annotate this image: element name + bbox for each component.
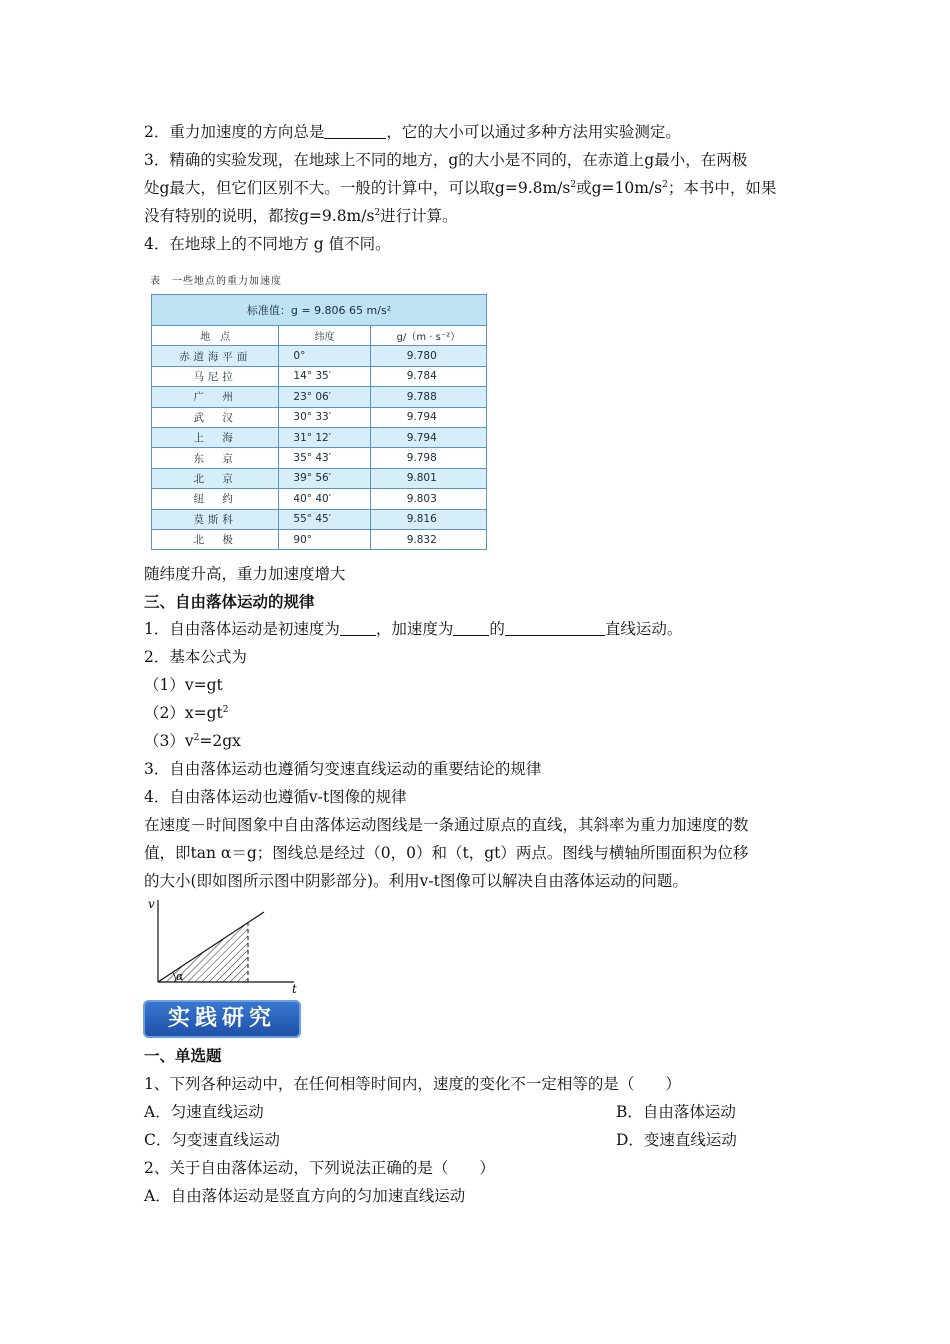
table-cell-place: 赤道海平面 [152, 346, 279, 366]
text-line: 4．自由落体运动也遵循v-t图像的规律 [144, 788, 407, 806]
question-2: 2、关于自由落体运动，下列说法正确的是（ ） [144, 1159, 495, 1177]
table-cell-place: 纽 约 [152, 489, 279, 509]
text-line: 2．基本公式为 [144, 648, 247, 666]
table-cell-lat: 14° 35′ [279, 366, 370, 386]
table-cell-g: 9.803 [370, 489, 486, 509]
table-row [152, 468, 487, 488]
fill-blank[interactable] [505, 619, 605, 636]
table-cell-lat: 40° 40′ [279, 489, 370, 509]
table-cell-lat: 55° 45′ [279, 509, 370, 529]
formula-1: （1）v=gt [144, 676, 223, 694]
text-line-definition: 1．自由落体运动是初速度为 ，加速度为 的 直线运动。 [144, 620, 683, 638]
table-row [152, 509, 487, 529]
option-A[interactable]: A．匀速直线运动 [144, 1103, 264, 1121]
question-1-options [144, 1099, 814, 1126]
fill-blank[interactable] [340, 619, 376, 636]
table-row [152, 448, 487, 468]
section-heading: 三、自由落体运动的规律 [144, 593, 315, 611]
table-body [152, 346, 487, 550]
fill-blank[interactable] [453, 619, 489, 636]
table-header: 地 点 [152, 326, 279, 346]
table-cell-g: 9.780 [370, 346, 486, 366]
table-row [152, 489, 487, 509]
formula-2: $(2)x=gt^2$ [144, 704, 229, 722]
practice-banner: 实践研究 [143, 1000, 301, 1038]
text-line: 的大小(即如图所示图中阴影部分)。利用v-t图像可以解决自由落体运动的问题。 [144, 872, 688, 890]
section-heading: 一、单选题 [144, 1047, 222, 1065]
table-cell-lat: 23° 06′ [279, 387, 370, 407]
table-row [152, 387, 487, 407]
text-line: 3．精确的实验发现，在地球上不同的地方，g的大小是不同的，在赤道上g最小，在两极 [144, 151, 748, 169]
table-cell-place: 东 京 [152, 448, 279, 468]
table-cell-lat: 30° 33′ [279, 407, 370, 427]
option-D[interactable]: D．变速直线运动 [616, 1131, 737, 1149]
table-header: g/（m · s⁻²） [370, 326, 486, 346]
table-caption: 表 一些地点的重力加速度 [150, 276, 282, 287]
text-line: 处g最大，但它们区别不大。一般的计算中，可以取$g=9.8m/s^2$或$g=10m/s^2$；本书中，如果 [144, 179, 777, 197]
table-cell-g: 9.801 [370, 468, 486, 488]
table-row [152, 427, 487, 447]
text-line: 4．在地球上的不同地方 g 值不同。 [144, 235, 391, 253]
table-cell-place: 上 海 [152, 427, 279, 447]
table-cell-g: 9.832 [370, 529, 486, 549]
table-row [152, 407, 487, 427]
formula-3: $(3)v^2=2gx$ [144, 732, 241, 750]
table-cell-place: 北 极 [152, 529, 279, 549]
table-cell-lat: 39° 56′ [279, 468, 370, 488]
text-line: 随纬度升高，重力加速度增大 [144, 565, 346, 583]
table-cell-lat: 31° 12′ [279, 427, 370, 447]
option-A[interactable]: A．自由落体运动是竖直方向的匀加速直线运动 [144, 1187, 466, 1205]
table-row [152, 366, 487, 386]
v-axis-label: v [148, 897, 155, 911]
gravity-table [151, 294, 487, 550]
question-1-options [144, 1127, 814, 1154]
table-cell-g: 9.794 [370, 427, 486, 447]
text-line: 在速度－时间图象中自由落体运动图线是一条通过原点的直线，其斜率为重力加速度的数 [144, 816, 749, 834]
text-line: 没有特别的说明，都按$g=9.8m/s^2$进行计算。 [144, 207, 458, 225]
alpha-label: α [176, 970, 184, 983]
table-cell-place: 莫斯科 [152, 509, 279, 529]
table-row [152, 529, 487, 549]
option-C[interactable]: C．匀变速直线运动 [144, 1131, 280, 1149]
option-B[interactable]: B．自由落体运动 [616, 1103, 736, 1121]
vt-graph [146, 896, 306, 996]
table-standard-value: 标准值：g = 9.806 65 m/s² [152, 295, 487, 326]
table-cell-g: 9.794 [370, 407, 486, 427]
table-cell-place: 广 州 [152, 387, 279, 407]
table-cell-g: 9.784 [370, 366, 486, 386]
fill-blank[interactable] [324, 122, 386, 139]
text-line: 值，即tan α＝g；图线总是经过（0，0）和（t，gt）两点。图线与横轴所围面积为位移 [144, 844, 749, 862]
text-line-direction: 2．重力加速度的方向总是 ，它的大小可以通过多种方法用实验测定。 [144, 123, 681, 141]
t-axis-label: t [292, 982, 297, 996]
table-header: 纬度 [279, 326, 370, 346]
table-cell-g: 9.816 [370, 509, 486, 529]
table-cell-place: 北 京 [152, 468, 279, 488]
table-cell-lat: 90° [279, 529, 370, 549]
table-cell-place: 武 汉 [152, 407, 279, 427]
table-cell-place: 马尼拉 [152, 366, 279, 386]
table-cell-lat: 35° 43′ [279, 448, 370, 468]
text-line: 3．自由落体运动也遵循匀变速直线运动的重要结论的规律 [144, 760, 542, 778]
table-cell-g: 9.788 [370, 387, 486, 407]
question-1: 1、下列各种运动中，在任何相等时间内，速度的变化不一定相等的是（ ） [144, 1075, 681, 1093]
table-cell-lat: 0° [279, 346, 370, 366]
table-cell-g: 9.798 [370, 448, 486, 468]
table-row [152, 346, 487, 366]
